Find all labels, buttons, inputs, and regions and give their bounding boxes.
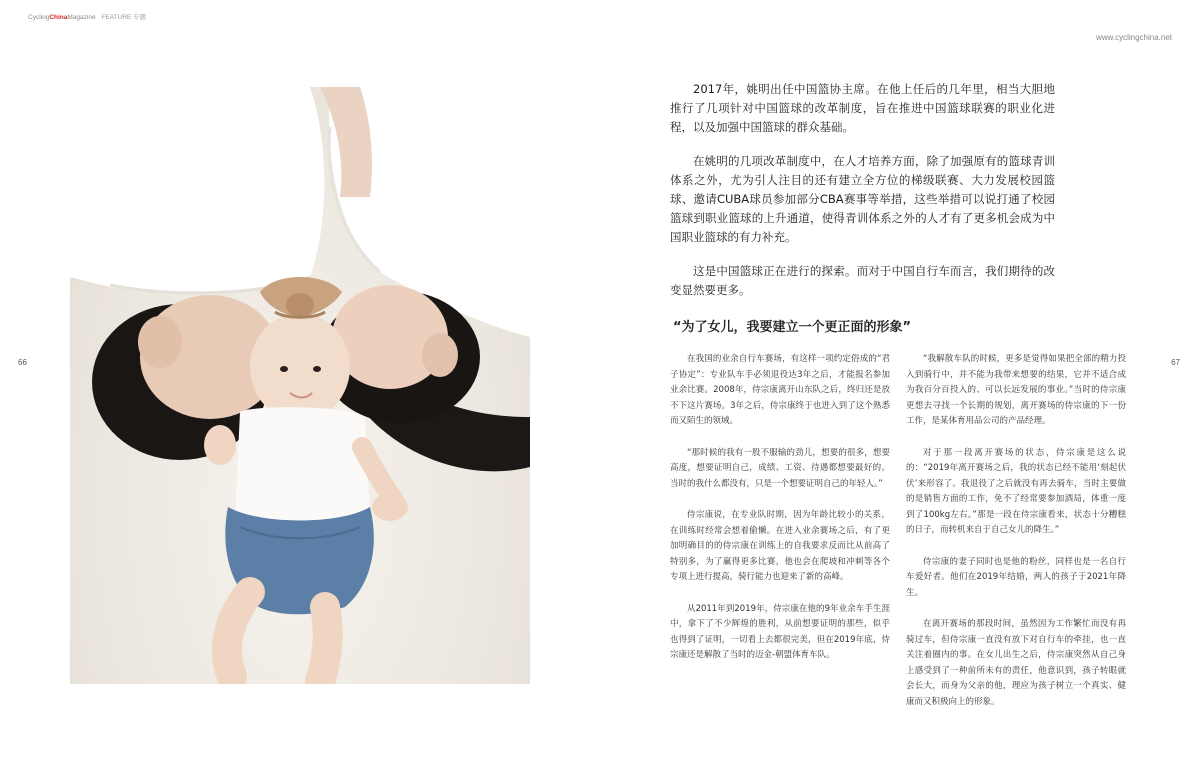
section-heading: “为了女儿，我要建立一个更正面的形象” [673,320,912,335]
intro-paragraph: 这是中国篮球正在进行的探索。而对于中国自行车而言，我们期待的改变显然要更多。 [670,264,1055,297]
body-paragraph: 对于那一段离开赛场的状态，侍宗康是这么说的：“2019年离开赛场之后，我的状态已经不能用‘刻起伏伏’来形容了。我退役了之后就没有再去骑车，当时主要做的是销售方面的工作，免不了经常要参加酒局，体重一度到了100kg左右。”那是一段在侍宗康看来，状态十分糟糕的日子，而转机来自于自己女儿的降生。” [906,447,1126,535]
intro-text [670,80,1055,315]
intro-paragraph: 在姚明的几项改革制度中，在人才培养方面，除了加强原有的篮球青训体系之外，尤为引人注目的还有建立全方位的梯级联赛、大力发展校园篮球、邀请CUBA球员参加部分CBA赛事等举措，这些举措可以说打通了校园篮球到职业篮球的上升通道，使得青训体系之外的人才有了更多机会成为中国职业篮球的有力补充。 [670,154,1055,244]
body-paragraph: 在我国的业余自行车赛场，有这样一项约定俗成的“君子协定”：专业队车手必须退役达3年之后，才能报名参加业余比赛。2008年，侍宗康离开山东队之后，终归还是放不下这片赛场。3年之后，侍宗康终于也进入到了这个熟悉而又陌生的领域。 [670,354,890,426]
body-paragraph: 从2011年到2019年，侍宗康在他的9年业余车手生涯中，拿下了不少辉煌的胜利，从前想要证明的那些，似乎也得到了证明，一切看上去都很完美，但在2019年底，侍宗康还是解散了当时的迈金-朝盟体育车队。 [670,603,890,660]
family-photo [70,87,530,684]
magazine-brand: CyclingChinaMagazine [28,14,96,21]
body-paragraph: “那时候的我有一股不服输的劲儿，想要的很多，想要高度，想要证明自己，成绩、工资、待遇都想要最好的。当时的我什么都没有，只是一个想要证明自己的年轻人。” [670,447,890,489]
body-paragraph: 侍宗康的妻子同时也是他的粉丝，同样也是一名自行车爱好者。他们在2019年结婚，两人的孩子于2021年降生。 [906,556,1126,598]
body-paragraph: “我解散车队的时候，更多是觉得如果把全部的精力投入到骑行中，并不能为我带来想要的结果，它并不适合成为我百分百投入的、可以长远发展的事业。”当时的侍宗康更想去寻找一个长期的规划，离开赛场的侍宗康的下一份工作，是某体育用品公司的产品经理。 [906,354,1126,426]
intro-paragraph: 2017年，姚明出任中国篮协主席。在他上任后的几年里，相当大胆地推行了几项针对中国篮球的改革制度，旨在推进中国篮球联赛的职业化进程，以及加强中国篮球的群众基础。 [670,82,1055,134]
body-paragraph: 在离开赛场的那段时间，虽然因为工作繁忙而没有再骑过车，但侍宗康一直没有放下对自行车的牵挂，也一直关注着圈内的事。在女儿出生之后，侍宗康突然从自己身上感受到了一种前所未有的责任，他意识到，孩子转眼就会长大，而身为父亲的他，理应为孩子树立一个真实、健康而又积极向上的形象。 [906,619,1126,707]
body-paragraph: 侍宗康说，在专业队时期，因为年龄比较小的关系，在训练时经常会想着偷懒。在进入业余赛场之后，有了更加明确目的的侍宗康在训练上的自我要求反而比从前高了特别多，为了赢得更多比赛，他也会在爬坡和冲刺等各个专项上进行提高，骑行能力也迎来了新的高峰。 [670,510,890,582]
website-url: www.cyclingchina.net [1095,33,1172,42]
page-number-right: 67 [1171,358,1180,367]
page-number-left: 66 [18,358,27,367]
article-column-right [906,352,1126,726]
magazine-header [28,12,146,21]
section-label: FEATURE 专题 [101,14,147,21]
article-column-left [670,352,890,680]
